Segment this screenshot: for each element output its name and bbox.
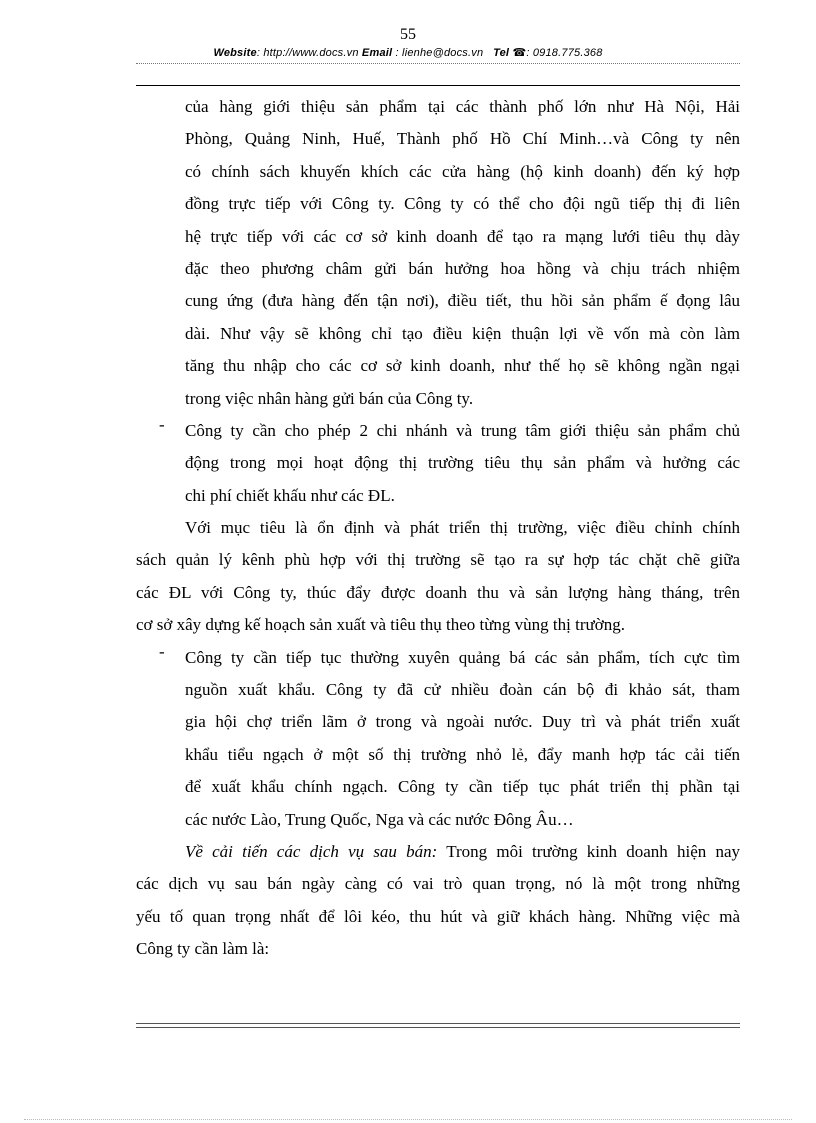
website-header	[0, 46, 816, 60]
footer-divider	[136, 1023, 740, 1028]
bullet-item	[136, 642, 740, 836]
page-number: 55	[400, 26, 416, 43]
paragraph-continuation	[136, 91, 740, 415]
tel-value: : 0918.775.368	[526, 47, 603, 59]
text-line: để xuất khẩu chính ngạch. Công ty cần tiếp tục phát triển thị phần tại	[185, 777, 740, 797]
italic-heading: Về cải tiến các dịch vụ sau bán:	[185, 841, 438, 861]
bullet-dash: -	[159, 641, 165, 661]
text-line: Phòng, Quảng Ninh, Huế, Thành phố Hồ Chí Minh…và Công ty nên	[185, 129, 740, 149]
text-line: sách quản lý kênh phù hợp với thị trường sẽ tạo ra sự hợp tác chặt chẽ giữa	[136, 550, 740, 570]
text-line: đồng trực tiếp với Công ty. Công ty có thể cho đội ngũ tiếp thị đi liên	[185, 194, 740, 214]
text-line: Với mục tiêu là ổn định và phát triển thị trường, việc điều chỉnh chính	[185, 518, 740, 538]
email-value[interactable]: : lienhe@docs.vn	[392, 47, 484, 59]
text-line: Công ty cần làm là:	[136, 939, 270, 959]
paragraph	[136, 836, 740, 966]
text-line	[136, 836, 740, 868]
bullet-dash: -	[159, 414, 165, 434]
header-dotted-divider	[136, 63, 740, 64]
text-line: nguồn xuất khẩu. Công ty đã cử nhiều đoàn cán bộ đi khảo sát, tham	[185, 680, 740, 700]
text-line: các nước Lào, Trung Quốc, Nga và các nước Đông Âu…	[185, 809, 574, 829]
text-line: động trong mọi hoạt động thị trường tiêu thụ sản phẩm và hưởng các	[185, 453, 740, 473]
paragraph	[136, 512, 740, 642]
email-label: Email	[361, 47, 393, 59]
text-line: đặc theo phương châm gửi bán hưởng hoa hồng và chịu trách nhiệm	[185, 258, 740, 278]
header-divider	[136, 85, 740, 86]
website-url[interactable]: : http://www.docs.vn	[256, 47, 359, 59]
text-line: trong việc nhân hàng gửi bán của Công ty.	[185, 388, 474, 408]
text-line: Công ty cần cho phép 2 chi nhánh và trung tâm giới thiệu sản phẩm chủ	[185, 420, 740, 440]
document-body	[136, 91, 740, 966]
text-line: yếu tố quan trọng nhất để lôi kéo, thu hút và giữ khách hàng. Những việc mà	[136, 906, 740, 926]
text-line: các ĐL với Công ty, thúc đẩy được doanh thu và sản lượng hàng tháng, trên	[136, 582, 740, 602]
text-line: chi phí chiết khấu như các ĐL.	[185, 485, 395, 505]
text-line: hệ trực tiếp với các cơ sở kinh doanh để tạo ra mạng lưới tiêu thụ dày	[185, 226, 740, 246]
text-line: có chính sách khuyến khích các cửa hàng (hộ kinh doanh) đến ký hợp	[185, 161, 740, 181]
text-run: Trong môi trường kinh doanh hiện nay	[437, 841, 740, 861]
page-edge-dots	[24, 1119, 792, 1120]
text-line: cung ứng (đưa hàng đến tận nơi), điều tiết, thu hồi sản phẩm ế đọng lâu	[185, 291, 740, 311]
text-line: cơ sở xây dựng kế hoạch sản xuất và tiêu thụ theo từng vùng thị trường.	[136, 615, 625, 635]
text-line: các dịch vụ sau bán ngày càng có vai trò quan trọng, nó là một trong những	[136, 874, 740, 894]
bullet-item	[136, 415, 740, 512]
text-line: dài. Như vậy sẽ không chỉ tạo điều kiện thuận lợi về vốn mà còn làm	[185, 323, 740, 343]
phone-icon: ☎	[512, 47, 527, 59]
website-label: Website	[213, 47, 257, 59]
text-line: gia hội chợ triển lãm ở trong và ngoài nước. Duy trì và phát triển xuất	[185, 712, 740, 732]
text-line: của hàng giới thiệu sản phẩm tại các thành phố lớn như Hà Nội, Hải	[185, 97, 740, 116]
text-line: khẩu tiểu ngạch ở một số thị trường nhỏ lẻ, đẩy manh hợp tác cải tiến	[185, 744, 740, 764]
text-line: tăng thu nhập cho các cơ sở kinh doanh, như thế họ sẽ không ngần ngại	[185, 356, 740, 376]
tel-label: Tel	[493, 47, 510, 59]
text-line: Công ty cần tiếp tục thường xuyên quảng bá các sản phẩm, tích cực tìm	[185, 647, 740, 667]
